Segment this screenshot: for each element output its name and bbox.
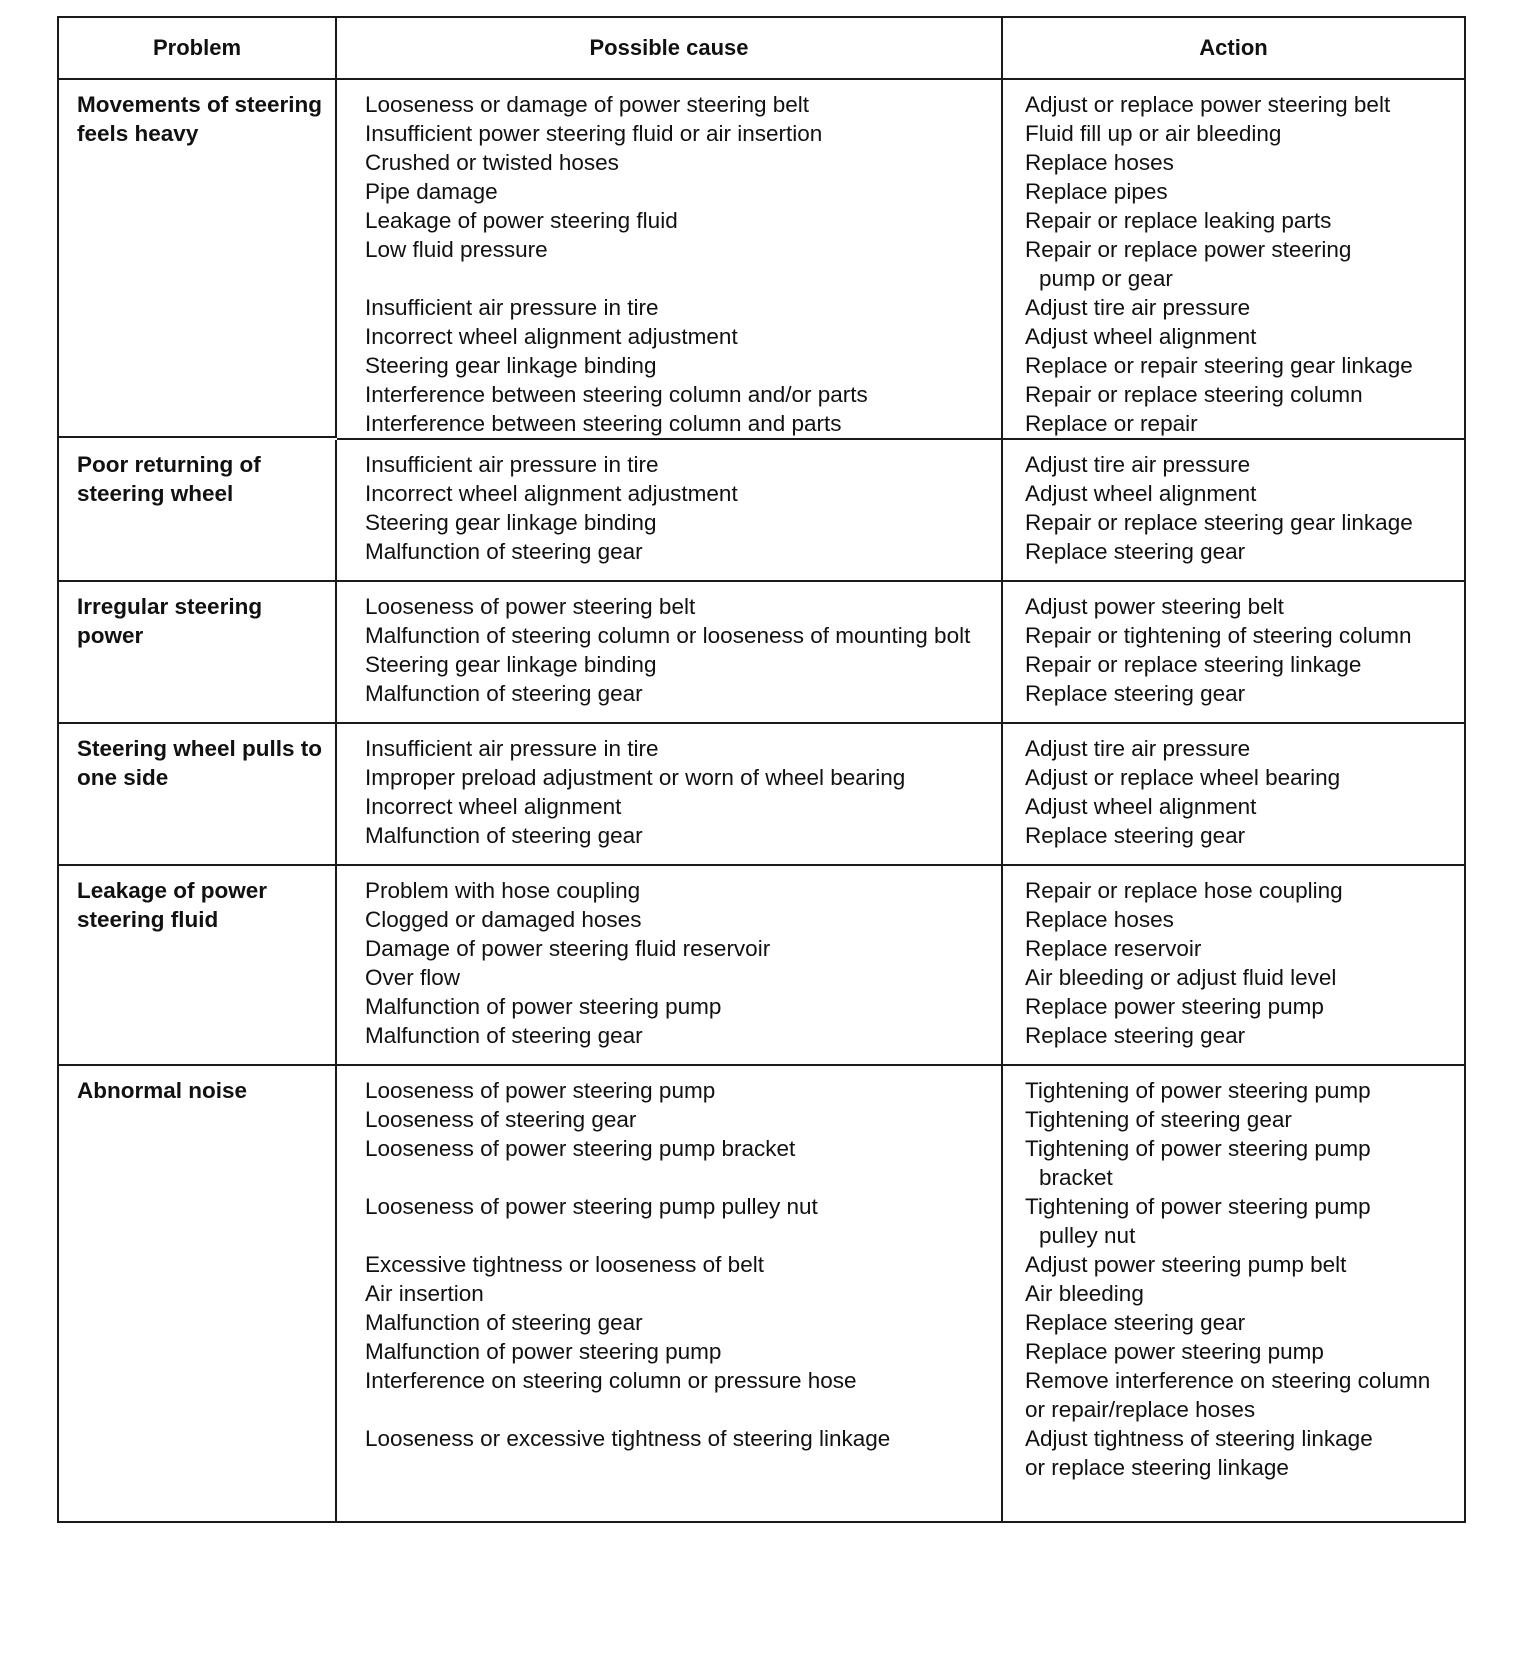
action-line: Replace hoses	[1025, 907, 1174, 932]
action-line: Replace pipes	[1025, 179, 1168, 204]
action-line: Repair or replace steering column	[1025, 382, 1363, 407]
action-line: bracket	[1039, 1165, 1113, 1190]
cause-line: Incorrect wheel alignment	[365, 794, 622, 819]
cause-line: Insufficient power steering fluid or air insertion	[365, 121, 823, 146]
problem-cell: Leakage of power steering fluid	[59, 866, 337, 1066]
action-line: Replace or repair steering gear linkage	[1025, 353, 1413, 378]
action-line: pump or gear	[1039, 266, 1173, 291]
action-cell	[1003, 80, 1464, 440]
cause-line: Steering gear linkage binding	[365, 652, 657, 677]
cause-line: Malfunction of steering gear	[365, 539, 643, 564]
cause-line: Pipe damage	[365, 179, 498, 204]
cause-line: Malfunction of steering gear	[365, 1310, 643, 1335]
action-line: Adjust wheel alignment	[1025, 481, 1257, 506]
action-line: Adjust power steering pump belt	[1025, 1252, 1347, 1277]
action-line: or repair/replace hoses	[1025, 1397, 1256, 1422]
action-line: Remove interference on steering column	[1025, 1368, 1431, 1393]
action-line: Repair or tightening of steering column	[1025, 623, 1412, 648]
action-cell	[1003, 1066, 1464, 1521]
cause-line: Malfunction of power steering pump	[365, 1339, 722, 1364]
action-line: Repair or replace power steering	[1025, 237, 1352, 262]
cause-line: Insufficient air pressure in tire	[365, 452, 659, 477]
cause-line: Looseness of power steering pump	[365, 1078, 716, 1103]
cause-line: Insufficient air pressure in tire	[365, 736, 659, 761]
action-line: Adjust tightness of steering linkage	[1025, 1426, 1373, 1451]
action-line: Replace reservoir	[1025, 936, 1202, 961]
action-line: Air bleeding or adjust fluid level	[1025, 965, 1337, 990]
cause-cell	[337, 1066, 1003, 1521]
cause-line: Improper preload adjustment or worn of wheel bearing	[365, 765, 906, 790]
cause-cell	[337, 866, 1003, 1066]
action-line: Repair or replace steering gear linkage	[1025, 510, 1413, 535]
cause-line: Interference on steering column or pressure hose	[365, 1368, 857, 1393]
cause-cell	[337, 440, 1003, 582]
cause-cell	[337, 80, 1003, 440]
action-line: Tightening of steering gear	[1025, 1107, 1292, 1132]
action-line: Replace power steering pump	[1025, 994, 1324, 1019]
cause-line: Malfunction of steering gear	[365, 1023, 643, 1048]
action-line: Fluid fill up or air bleeding	[1025, 121, 1282, 146]
action-line: or replace steering linkage	[1025, 1455, 1289, 1480]
cause-line	[365, 1163, 995, 1192]
cause-cell	[337, 724, 1003, 866]
cause-line: Looseness of steering gear	[365, 1107, 637, 1132]
cause-line: Malfunction of steering column or looseness of mounting bolt	[365, 623, 971, 648]
action-line: Repair or replace hose coupling	[1025, 878, 1343, 903]
action-line: Tightening of power steering pump	[1025, 1194, 1371, 1219]
cause-line: Steering gear linkage binding	[365, 353, 657, 378]
cause-line: Clogged or damaged hoses	[365, 907, 642, 932]
problem-cell: Poor returning of steering wheel	[59, 440, 337, 582]
action-line: Adjust or replace power steering belt	[1025, 92, 1391, 117]
action-line: Tightening of power steering pump	[1025, 1078, 1371, 1103]
cause-line: Leakage of power steering fluid	[365, 208, 678, 233]
cause-line: Looseness of power steering belt	[365, 594, 696, 619]
action-line: Replace power steering pump	[1025, 1339, 1324, 1364]
troubleshooting-table	[57, 16, 1466, 1523]
cause-line: Damage of power steering fluid reservoir	[365, 936, 771, 961]
cause-line: Malfunction of steering gear	[365, 823, 643, 848]
cause-line: Malfunction of power steering pump	[365, 994, 722, 1019]
cause-line: Looseness of power steering pump bracket	[365, 1136, 796, 1161]
action-line: Adjust tire air pressure	[1025, 295, 1251, 320]
header-action: Action	[1003, 18, 1464, 80]
cause-line: Insufficient air pressure in tire	[365, 295, 659, 320]
cause-line: Excessive tightness or looseness of belt	[365, 1252, 764, 1277]
action-line: Adjust tire air pressure	[1025, 452, 1251, 477]
cause-line	[365, 264, 995, 293]
cause-line: Looseness of power steering pump pulley nut	[365, 1194, 818, 1219]
cause-line: Low fluid pressure	[365, 237, 548, 262]
problem-cell: Movements of steering feels heavy	[59, 80, 337, 438]
cause-line: Interference between steering column and parts	[365, 411, 842, 436]
action-line: Air bleeding	[1025, 1281, 1144, 1306]
action-line: Adjust wheel alignment	[1025, 794, 1257, 819]
action-line: Replace steering gear	[1025, 1023, 1246, 1048]
action-line: Replace hoses	[1025, 150, 1174, 175]
problem-cell: Steering wheel pulls to one side	[59, 724, 337, 866]
action-line: Replace steering gear	[1025, 681, 1246, 706]
cause-line: Air insertion	[365, 1281, 484, 1306]
cause-line: Looseness or excessive tightness of steering linkage	[365, 1426, 891, 1451]
cause-line: Crushed or twisted hoses	[365, 150, 619, 175]
action-line: Tightening of power steering pump	[1025, 1136, 1371, 1161]
action-line: Adjust tire air pressure	[1025, 736, 1251, 761]
action-line: Adjust wheel alignment	[1025, 324, 1257, 349]
cause-line: Problem with hose coupling	[365, 878, 641, 903]
action-cell	[1003, 724, 1464, 866]
cause-line	[365, 1221, 995, 1250]
action-line: Replace steering gear	[1025, 539, 1246, 564]
header-possible-cause: Possible cause	[337, 18, 1003, 80]
cause-line: Incorrect wheel alignment adjustment	[365, 324, 738, 349]
action-line: Adjust power steering belt	[1025, 594, 1284, 619]
action-line: Replace steering gear	[1025, 823, 1246, 848]
action-line: Repair or replace leaking parts	[1025, 208, 1332, 233]
cause-line: Malfunction of steering gear	[365, 681, 643, 706]
cause-line: Over flow	[365, 965, 461, 990]
action-line: Adjust or replace wheel bearing	[1025, 765, 1341, 790]
action-line: pulley nut	[1039, 1223, 1136, 1248]
header-problem: Problem	[59, 18, 337, 80]
action-cell	[1003, 440, 1464, 582]
cause-line	[365, 1395, 995, 1424]
cause-line: Steering gear linkage binding	[365, 510, 657, 535]
action-cell	[1003, 582, 1464, 724]
problem-cell: Irregular steering power	[59, 582, 337, 724]
cause-line: Interference between steering column and/or parts	[365, 382, 868, 407]
cause-line: Incorrect wheel alignment adjustment	[365, 481, 738, 506]
cause-cell	[337, 582, 1003, 724]
action-line: Replace or repair	[1025, 411, 1198, 436]
action-line: Repair or replace steering linkage	[1025, 652, 1362, 677]
action-line: Replace steering gear	[1025, 1310, 1246, 1335]
cause-line: Looseness or damage of power steering belt	[365, 92, 810, 117]
action-cell	[1003, 866, 1464, 1066]
problem-cell: Abnormal noise	[59, 1066, 337, 1521]
